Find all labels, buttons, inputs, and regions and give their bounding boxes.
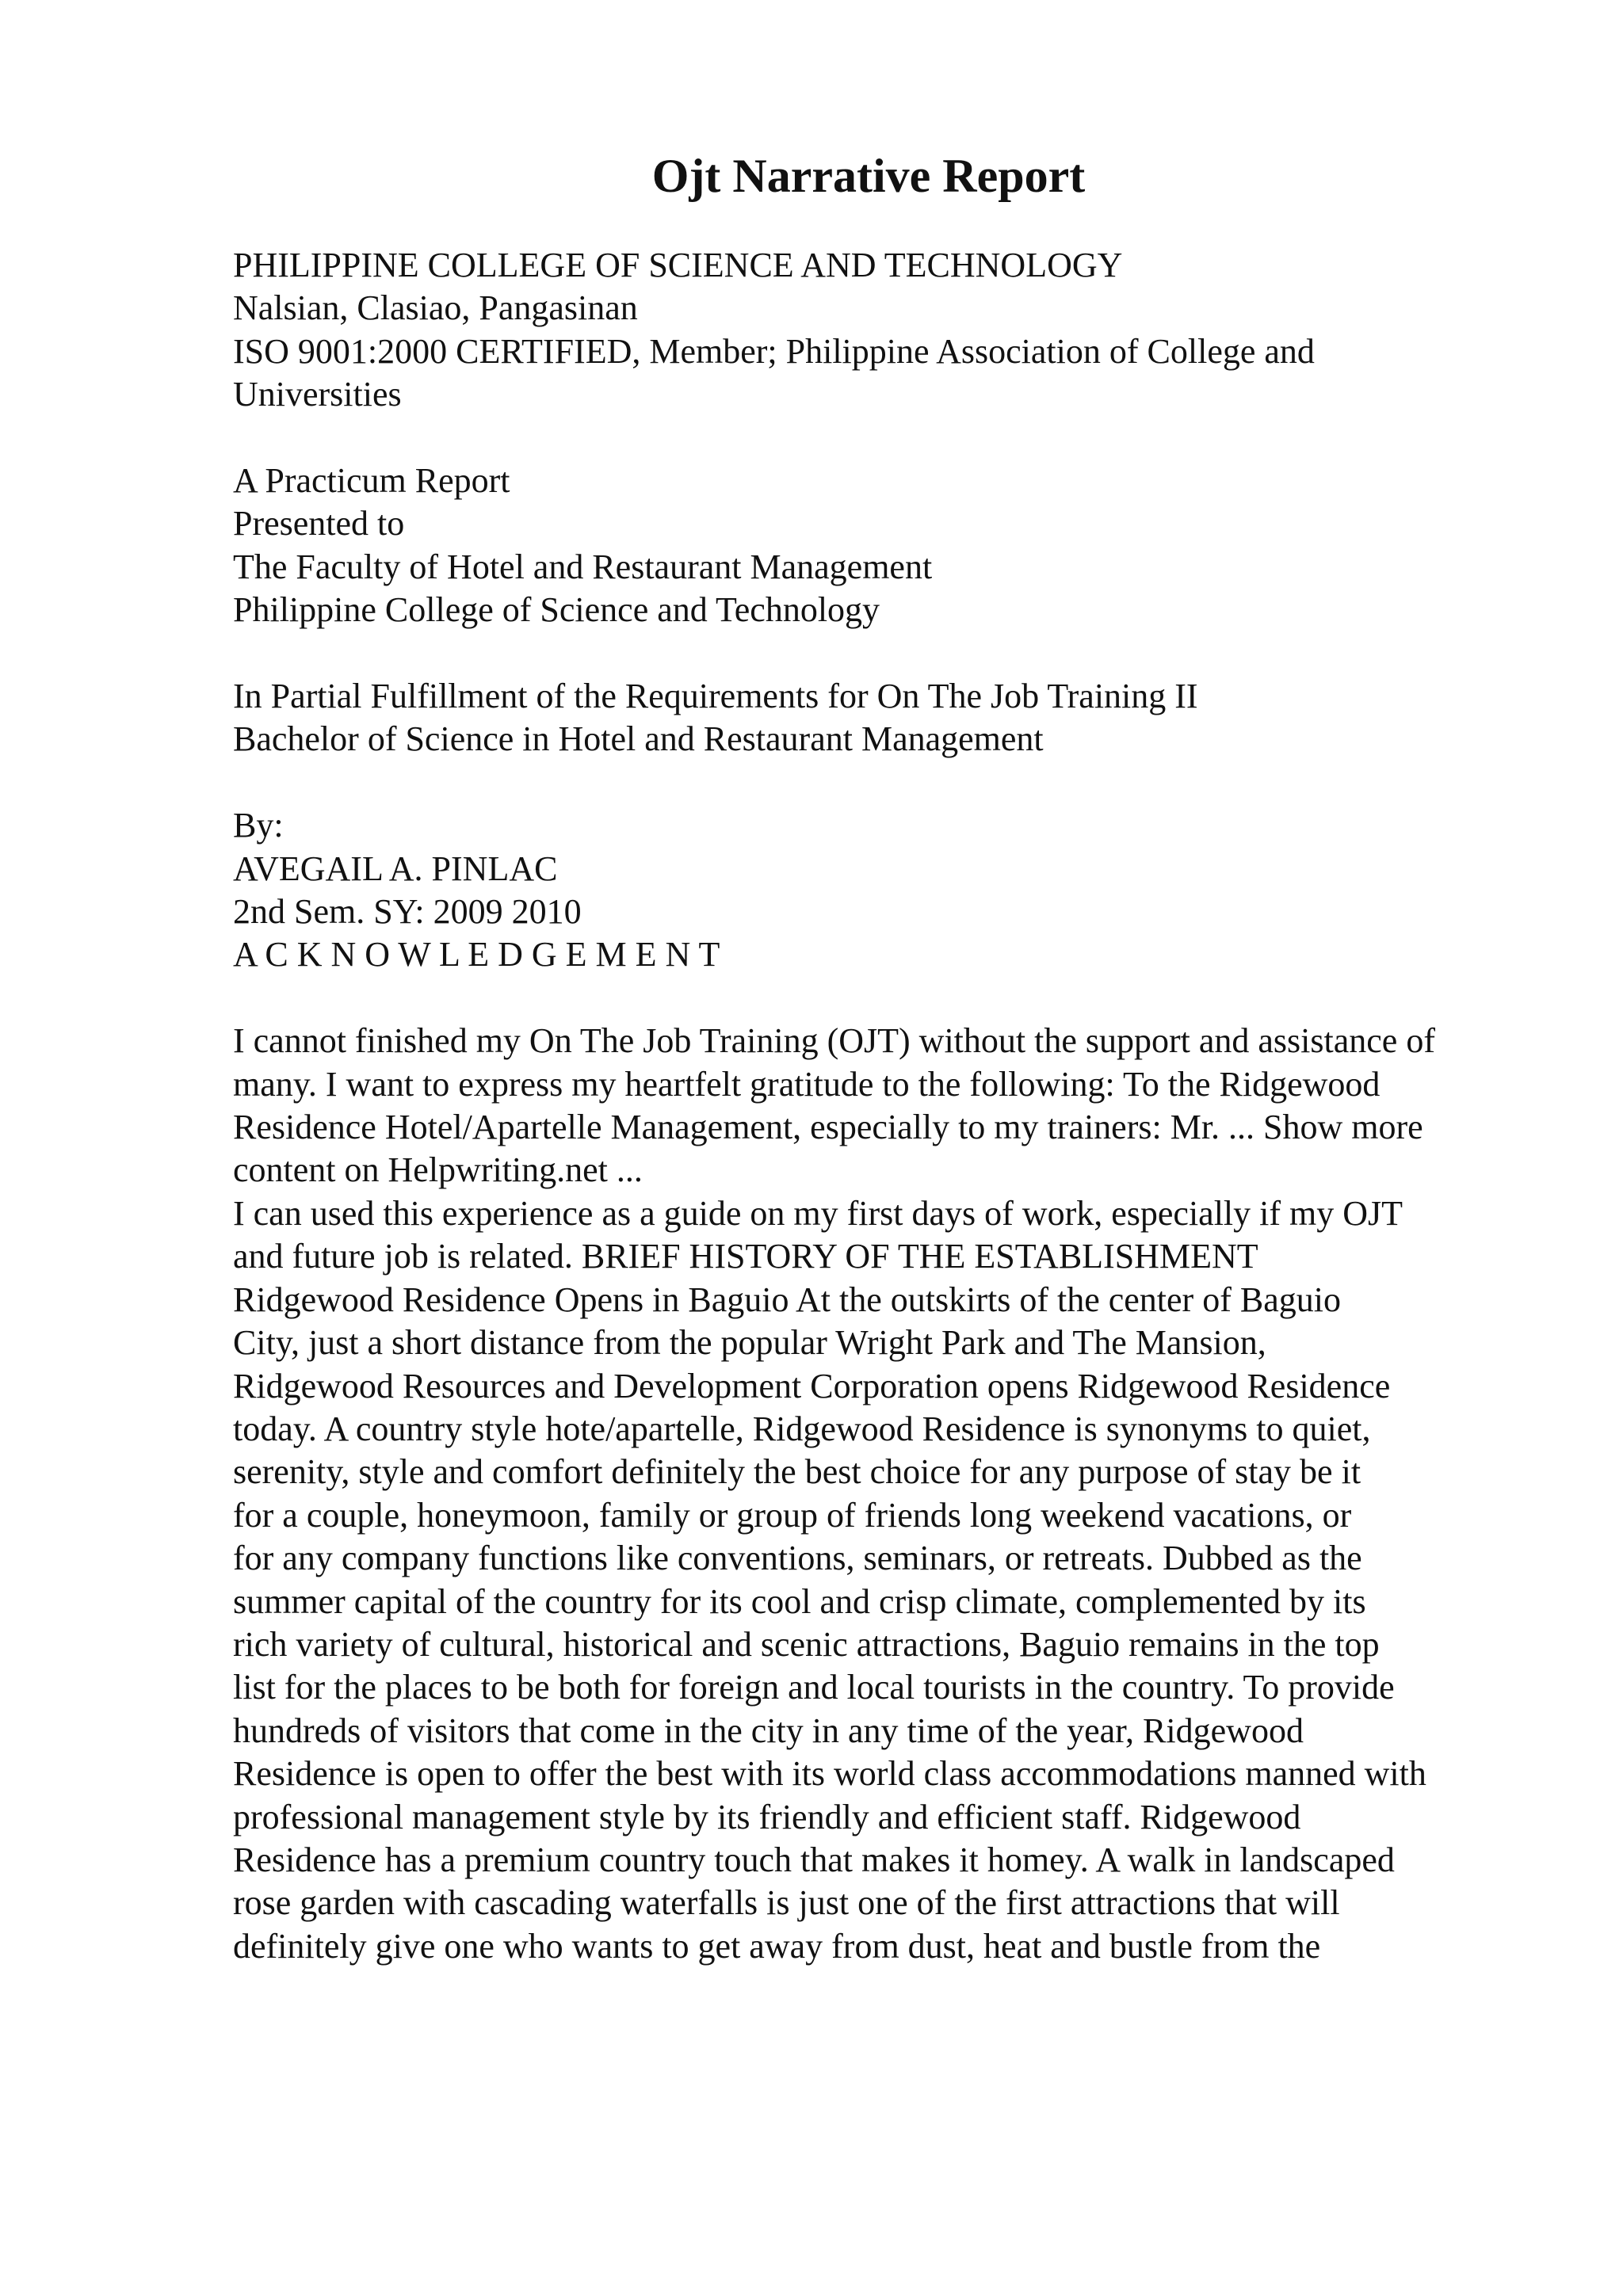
institution-header <box>233 244 1564 417</box>
body-line: list for the places to be both for foreign and local tourists in the country. To provide <box>233 1668 1395 1707</box>
document-body <box>233 244 1564 1968</box>
body-line: rich variety of cultural, historical and scenic attractions, Baguio remains in the top <box>233 1624 1380 1664</box>
body-line: Residence Hotel/Apartelle Management, especially to my trainers: Mr. ... Show more <box>233 1108 1423 1147</box>
body-line: City, just a short distance from the popular Wright Park and The Mansion, <box>233 1323 1266 1363</box>
presented-line: A Practicum Report <box>233 461 510 501</box>
acknowledgement-heading: A C K N O W L E D G E M E N T <box>233 935 720 974</box>
header-line: Universities <box>233 375 402 414</box>
body-line: summer capital of the country for its cool and crisp climate, complemented by its <box>233 1581 1366 1621</box>
fulfillment-line: Bachelor of Science in Hotel and Restaurant Management <box>233 719 1044 759</box>
presented-line: The Faculty of Hotel and Restaurant Management <box>233 547 933 586</box>
presented-section <box>233 460 1564 632</box>
author-line: By: <box>233 806 284 845</box>
body-text <box>233 1020 1564 1968</box>
header-line: ISO 9001:2000 CERTIFIED, Member; Philippine Association of College and <box>233 331 1315 371</box>
presented-line: Philippine College of Science and Technology <box>233 590 880 630</box>
body-line: I can used this experience as a guide on my first days of work, especially if my OJT <box>233 1193 1403 1233</box>
body-line: many. I want to express my heartfelt gratitude to the following: To the Ridgewood <box>233 1064 1381 1104</box>
body-line: today. A country style hote/apartelle, Ridgewood Residence is synonyms to quiet, <box>233 1409 1371 1448</box>
presented-line: Presented to <box>233 504 405 543</box>
body-line: Residence has a premium country touch that makes it homey. A walk in landscaped <box>233 1840 1395 1879</box>
body-line: and future job is related. BRIEF HISTORY OF THE ESTABLISHMENT <box>233 1237 1258 1276</box>
header-line: Nalsian, Clasiao, Pangasinan <box>233 288 638 328</box>
author-line: 2nd Sem. SY: 2009 2010 <box>233 892 582 932</box>
author-line: AVEGAIL A. PINLAC <box>233 849 558 888</box>
body-line: hundreds of visitors that come in the city in any time of the year, Ridgewood <box>233 1711 1304 1750</box>
author-section <box>233 804 1564 977</box>
fulfillment-line: In Partial Fulfillment of the Requirements for On The Job Training II <box>233 677 1198 716</box>
fulfillment-section <box>233 675 1564 761</box>
page-title: Ojt Narrative Report <box>651 150 1086 202</box>
body-line: for a couple, honeymoon, family or group of friends long weekend vacations, or <box>233 1495 1352 1535</box>
body-line: for any company functions like conventions, seminars, or retreats. Dubbed as the <box>233 1539 1362 1578</box>
body-line: I cannot finished my On The Job Training (OJT) without the support and assistance of <box>233 1021 1435 1061</box>
body-line: rose garden with cascading waterfalls is just one of the first attractions that will <box>233 1883 1340 1923</box>
header-line: PHILIPPINE COLLEGE OF SCIENCE AND TECHNOLOGY <box>233 246 1123 284</box>
body-line: definitely give one who wants to get away from dust, heat and bustle from the <box>233 1926 1321 1966</box>
body-line: professional management style by its friendly and efficient staff. Ridgewood <box>233 1797 1301 1836</box>
body-line: Ridgewood Resources and Development Corporation opens Ridgewood Residence <box>233 1366 1391 1405</box>
body-line: Residence is open to offer the best with its world class accommodations manned with <box>233 1754 1426 1794</box>
body-line: serenity, style and comfort definitely the best choice for any purpose of stay be it <box>233 1452 1361 1492</box>
body-line: Ridgewood Residence Opens in Baguio At the outskirts of the center of Baguio <box>233 1280 1341 1319</box>
body-line: content on Helpwriting.net ... <box>233 1150 643 1190</box>
